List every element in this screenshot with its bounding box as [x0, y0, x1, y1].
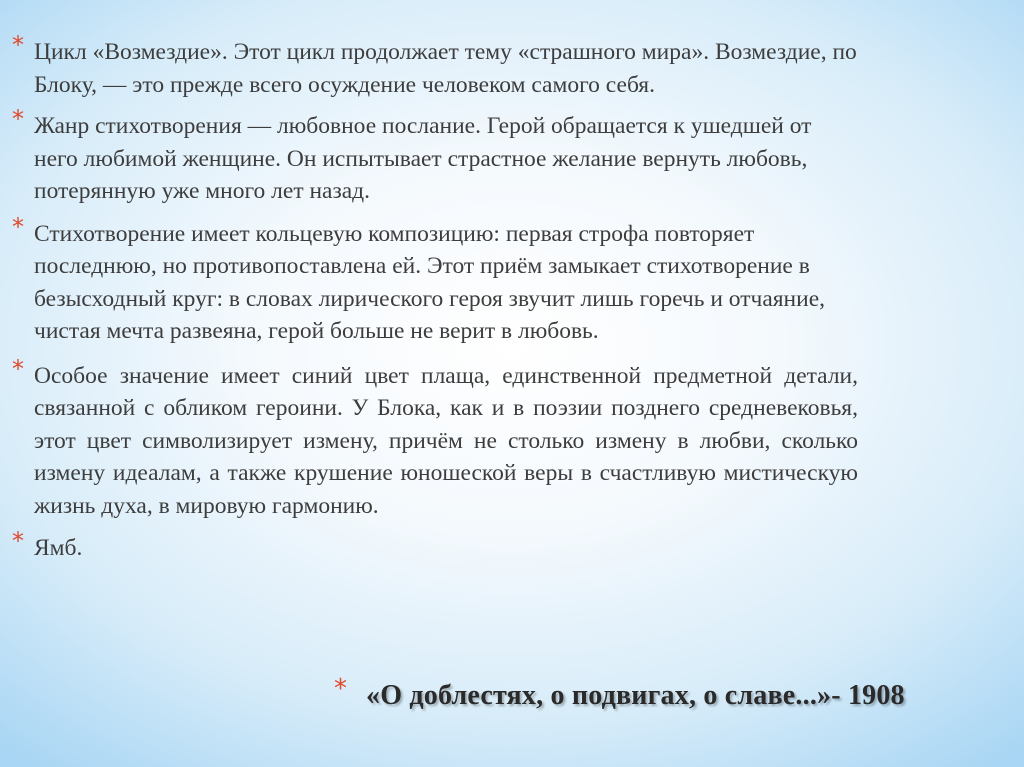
bullet-item [12, 31, 858, 101]
bullet-item [12, 105, 858, 208]
bullet-marker: * [12, 527, 24, 555]
bullet-text: Жанр стихотворения — любовное послание. Герой обращается к ушедшей от него любимой женщине. Он испытывает страстное желание вернуть любовь, потерянную уже много лет назад. [34, 113, 812, 204]
bullet-item [12, 354, 858, 523]
bullet-item [12, 212, 858, 348]
bullet-marker: * [12, 105, 24, 133]
title-marker: * [334, 674, 347, 704]
bullet-item [12, 527, 858, 565]
bullet-text: Стихотворение имеет кольцевую композицию: первая строфа повторяет последнюю, но противопоставлена ей. Этот приём замыкает стихотворение в безысходный круг: в словах лирического героя звучит лишь горечь и отчаяние, чистая мечта развеяна, герой больше не верит в любовь. [34, 220, 826, 344]
bullet-text: Цикл «Возмездие». Этот цикл продолжает тему «страшного мира». Возмездие, по Блоку, — это прежде всего осуждение человеком самого себя. [34, 39, 857, 98]
bullet-text: Особое значение имеет синий цвет плаща, единственной предметной детали, связанной с обликом героини. У Блока, как и в поэзии позднего средневековья, этот цвет символизирует измену, причём не столько измену в любви, сколько измену идеалам, а также крушение юношеской веры в счастливую мистическую жизнь духа, в мировую гармонию. [34, 362, 858, 519]
bullet-marker: * [12, 212, 24, 241]
bullet-list [12, 31, 858, 573]
bullet-marker: * [12, 31, 24, 59]
slide-title: «О доблестях, о подвигах, о славе...»- 1908 [366, 680, 905, 711]
bullet-marker: * [12, 354, 24, 383]
bullet-text: Ямб. [34, 535, 83, 561]
